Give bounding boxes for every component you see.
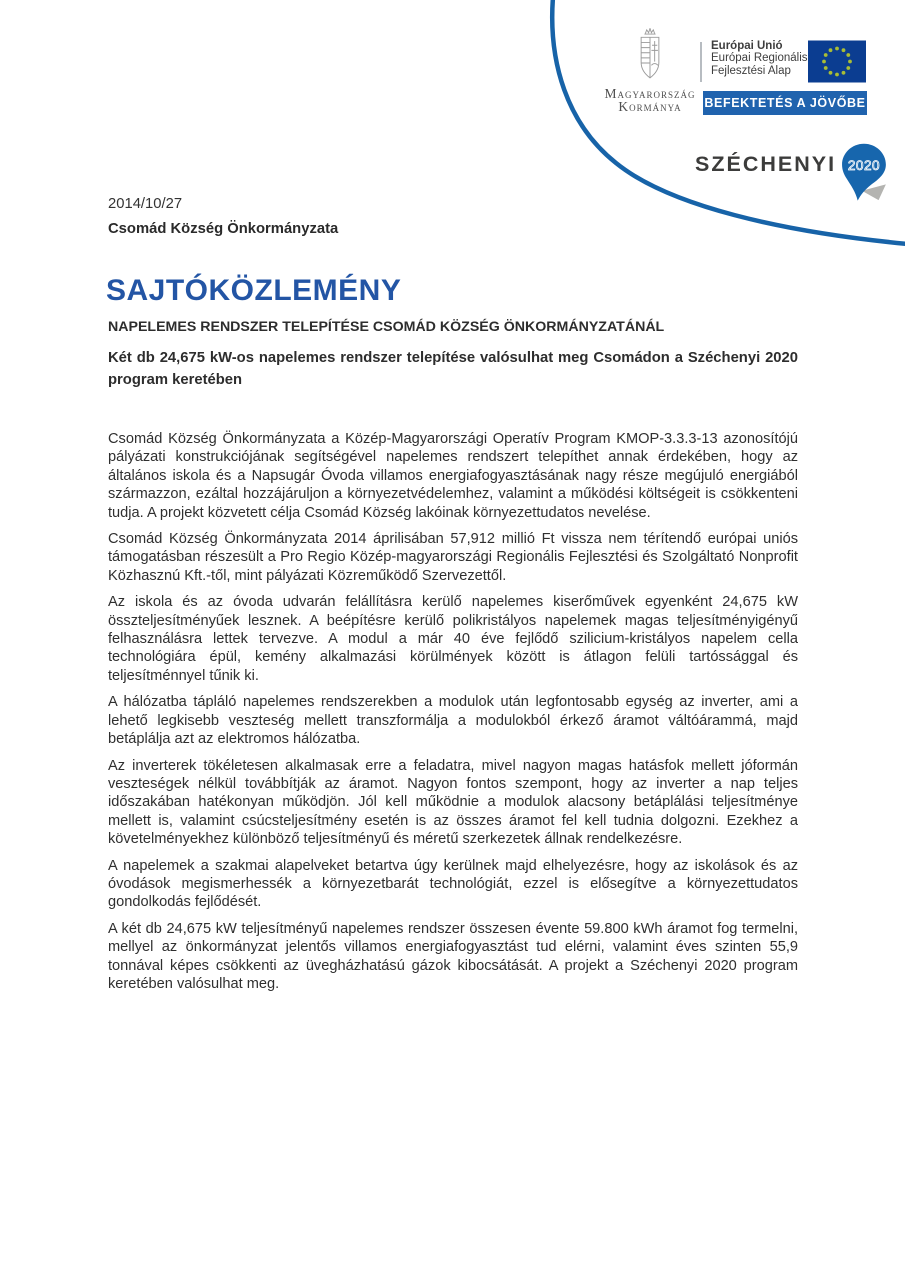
eu-subtitle-1: Európai Regionális — [711, 52, 808, 65]
press-date: 2014/10/27 — [108, 196, 183, 212]
eu-subtitle-2: Fejlesztési Alap — [711, 64, 791, 77]
body-paragraph: Csomád Község Önkormányzata 2014 áprilisában 57,912 millió Ft vissza nem térítendő európai uniós támogatásban részesült a Pro Regio Közép-magyarországi Regionális Fejlesztési és Szolgáltató Nonprofit Közhasznú Kft.-től, mint pályázati Közreműködő Szervezettől. — [108, 531, 798, 584]
press-release-title: SAJTÓKÖZLEMÉNY — [106, 274, 402, 307]
body-paragraph: A napelemek a szakmai alapelveket betartva úgy kerülnek majd elhelyezésre, hogy az iskolások és az óvodások megismerhessék a környezetbarát technológiát, ezzel is elősegítve a környezettudatos gondolkodás fejlődését. — [108, 857, 798, 911]
body-paragraph: Az iskola és az óvoda udvarán felállításra kerülő napelemes kiserőművek egyenként 24,675 kW összteljesítményűek lesznek. A beépítésre kerülő polikristályos napelemek magas teljesítményigényű felhasználásra lettek tervezve. A modul a már 40 éve fejlődő szilicium-kristályos napelem cella technológiára épül, kemény alkalmazási körülmények között is átlagon felüli tartóssággal és teljesítménnyel tűnik ki. — [108, 594, 798, 684]
body-paragraph: Csomád Község Önkormányzata a Közép-Magyarországi Operatív Program KMOP-3.3.3-13 azonosítójú pályázati konstrukciójának segítségével napelemes rendszert telepíthet annak érdekében, hogy az általános iskola és a Napsugár Óvoda villamos energiafogyasztásának nagy része megújuló energiából származzon, ezáltal hozzájáruljon a környezetvédelemhez, valamint a működési költségeit is csökkenteni tudja. A projekt közvetett célja Csomád Község lakóinak környezettudatos nevelése. — [108, 431, 798, 521]
headline: NAPELEMES RENDSZER TELEPÍTÉSE CSOMÁD KÖZSÉG ÖNKORMÁNYZATÁNÁL — [108, 319, 665, 335]
government-name-line2: Kormánya — [618, 98, 682, 114]
investment-banner — [703, 91, 867, 115]
body-paragraph: A két db 24,675 kW teljesítményű napelemes rendszer összesen évente 59.800 kWh áramot fog termelni, mellyel az önkormányzat jelentős villamos energiafogyasztást tud elérni, valamint éves szinten 55,9 tonnával képes csökkenti az üvegházhatású gázok kibocsátását. A projekt a Széchenyi 2020 program keretében valósulhat meg. — [108, 920, 798, 992]
organization-name: Csomád Község Önkormányzata — [108, 221, 339, 237]
government-logo — [594, 28, 706, 113]
government-name-line1: Magyarország — [604, 86, 696, 101]
body-paragraph: A hálózatba tápláló napelemes rendszerekben a modulok után legfontosabb egység az inverter, ami a lehető legkisebb veszteség mellett transzformálja a modulokból érkező áramot váltóárammá, majd betáplálja azt az elektromos hálózatba. — [108, 694, 798, 748]
location-pin-icon — [841, 142, 889, 206]
szechenyi-year: 2020 — [847, 157, 881, 173]
eu-logo-block — [700, 40, 808, 82]
eu-title: Európai Unió — [711, 40, 783, 52]
body-paragraph: Az inverterek tökéletesen alkalmasak erre a feladatra, mivel nagyon magas hatásfok mellett jóformán veszteségek nélkül továbbítják az áramot. Nagyon fontos szempont, hogy az inverter a nap teljes időszakában hatékonyan működjön. Jól kell működnie a modulok alacsony betáplálási teljesítménye mellett is, valamint csúcsteljesítmény esetén is az összes áramot fel kell tudnia dolgozni. Ezekhez a követelményekhez különböző teljesítményű és méretű szerkezetek állnak rendelkezésre. — [108, 757, 798, 848]
decorative-arc — [0, 0, 905, 255]
investment-banner-label: BEFEKTETÉS A JÖVŐBE — [704, 96, 866, 110]
body-text — [108, 430, 798, 1001]
szechenyi-logo — [695, 142, 889, 206]
eu-divider — [700, 42, 702, 82]
lead-paragraph: Két db 24,675 kW-os napelemes rendszer telepítése valósulhat meg Csomádon a Széchenyi 2020 program keretében — [108, 350, 798, 388]
hungary-coat-of-arms-icon — [636, 28, 664, 84]
szechenyi-wordmark: SZÉCHENYI — [695, 152, 837, 176]
eu-flag-icon — [808, 40, 866, 83]
